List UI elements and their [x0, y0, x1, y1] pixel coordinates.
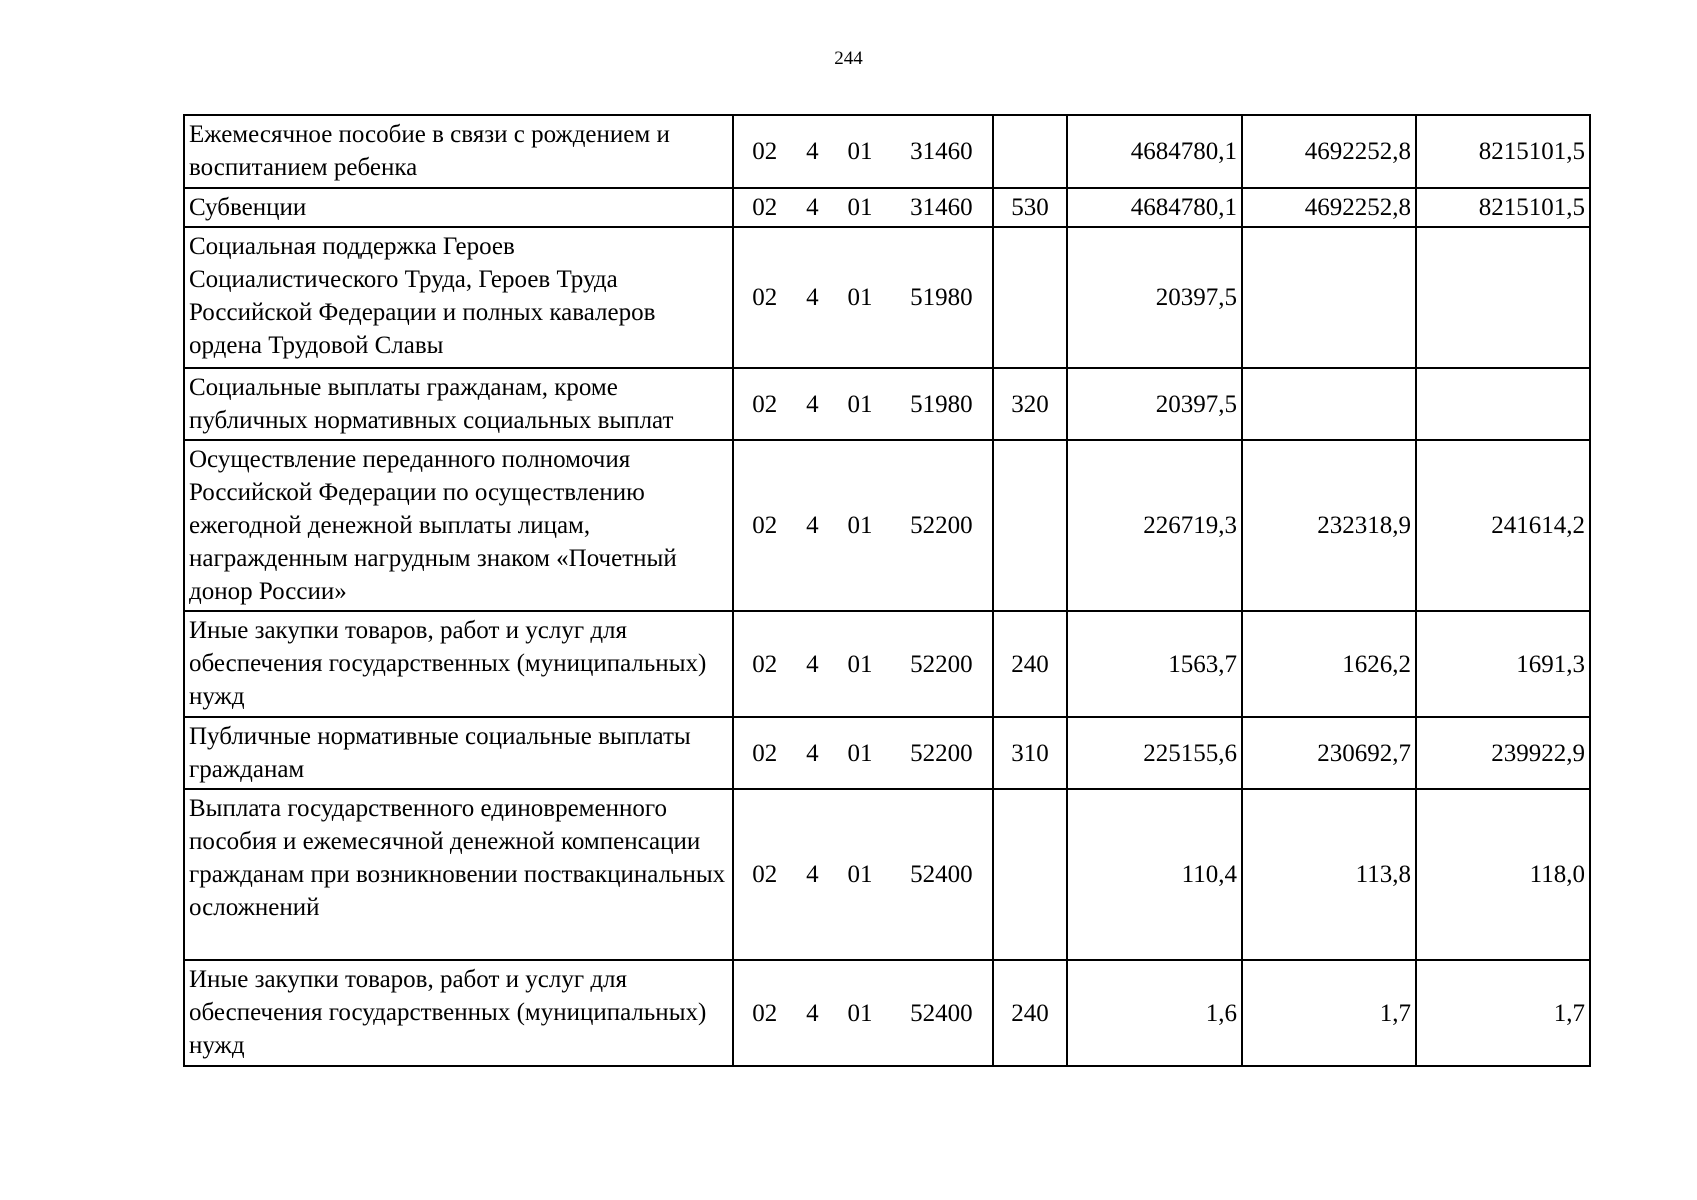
row-name: Публичные нормативные социальные выплаты гражданам	[184, 717, 733, 789]
amount-year-2: 113,8	[1242, 789, 1416, 960]
amount-year-2: 1626,2	[1242, 611, 1416, 717]
gp-code: 02	[752, 650, 778, 678]
gp-code: 02	[752, 390, 778, 418]
program-code	[733, 717, 993, 789]
row-name: Осуществление переданного полномочия Российской Федерации по осуществлению ежегодной денежной выплаты лицам, награжденным нагрудным знаком «Почетный донор России»	[184, 440, 733, 611]
om-code: 01	[847, 138, 873, 165]
amount-year-1: 225155,6	[1067, 717, 1242, 789]
direction-code: 52200	[910, 739, 973, 767]
pp-code: 4	[806, 650, 819, 678]
gp-code: 02	[752, 512, 778, 539]
table-row	[184, 960, 1590, 1066]
pp-code: 4	[806, 512, 819, 539]
pp-code: 4	[806, 999, 819, 1027]
amount-year-3: 8215101,5	[1416, 188, 1590, 227]
om-code: 01	[847, 999, 873, 1027]
direction-code: 31460	[910, 194, 973, 221]
amount-year-2	[1242, 227, 1416, 368]
row-name: Выплата государственного единовременного пособия и ежемесячной денежной компенсации гражданам при возникновении поствакцинальных осложнений	[184, 789, 733, 960]
direction-code: 51980	[910, 284, 973, 311]
om-code: 01	[847, 284, 873, 311]
om-code: 01	[847, 194, 873, 221]
amount-year-1: 1563,7	[1067, 611, 1242, 717]
direction-code: 51980	[910, 390, 973, 418]
amount-year-1: 20397,5	[1067, 227, 1242, 368]
om-code: 01	[847, 390, 873, 418]
amount-year-1: 110,4	[1067, 789, 1242, 960]
program-code	[733, 960, 993, 1066]
table-row	[184, 115, 1590, 188]
pp-code: 4	[806, 390, 819, 418]
amount-year-3: 8215101,5	[1416, 115, 1590, 188]
gp-code: 02	[752, 138, 778, 165]
expense-type-code: 240	[993, 611, 1067, 717]
amount-year-2: 4692252,8	[1242, 115, 1416, 188]
expense-type-code: 320	[993, 368, 1067, 440]
table-row	[184, 368, 1590, 440]
row-name: Социальная поддержка Героев Социалистического Труда, Героев Труда Российской Федерации и полных кавалеров ордена Трудовой Славы	[184, 227, 733, 368]
program-code	[733, 227, 993, 368]
amount-year-2: 230692,7	[1242, 717, 1416, 789]
amount-year-2: 232318,9	[1242, 440, 1416, 611]
amount-year-2: 1,7	[1242, 960, 1416, 1066]
amount-year-3: 118,0	[1416, 789, 1590, 960]
program-code	[733, 440, 993, 611]
om-code: 01	[847, 650, 873, 678]
program-code	[733, 611, 993, 717]
amount-year-2: 4692252,8	[1242, 188, 1416, 227]
program-code	[733, 115, 993, 188]
page-number: 244	[834, 48, 863, 69]
direction-code: 52400	[910, 861, 973, 888]
expense-type-code: 310	[993, 717, 1067, 789]
pp-code: 4	[806, 861, 819, 888]
table-row	[184, 227, 1590, 368]
om-code: 01	[847, 861, 873, 888]
pp-code: 4	[806, 739, 819, 767]
program-code	[733, 368, 993, 440]
budget-table	[183, 114, 1591, 1067]
table-row	[184, 188, 1590, 227]
pp-code: 4	[806, 138, 819, 165]
gp-code: 02	[752, 739, 778, 767]
amount-year-1: 4684780,1	[1067, 115, 1242, 188]
direction-code: 31460	[910, 138, 973, 165]
amount-year-3	[1416, 368, 1590, 440]
row-name: Иные закупки товаров, работ и услуг для обеспечения государственных (муниципальных) нужд	[184, 611, 733, 717]
gp-code: 02	[752, 194, 778, 221]
expense-type-code	[993, 227, 1067, 368]
pp-code: 4	[806, 284, 819, 311]
amount-year-3: 241614,2	[1416, 440, 1590, 611]
expense-type-code: 530	[993, 188, 1067, 227]
gp-code: 02	[752, 284, 778, 311]
amount-year-1: 226719,3	[1067, 440, 1242, 611]
direction-code: 52200	[910, 512, 973, 539]
program-code	[733, 789, 993, 960]
gp-code: 02	[752, 861, 778, 888]
amount-year-1: 4684780,1	[1067, 188, 1242, 227]
table-row	[184, 789, 1590, 960]
om-code: 01	[847, 512, 873, 539]
expense-type-code	[993, 440, 1067, 611]
amount-year-3	[1416, 227, 1590, 368]
amount-year-1: 1,6	[1067, 960, 1242, 1066]
table-row	[184, 717, 1590, 789]
amount-year-2	[1242, 368, 1416, 440]
amount-year-3: 1691,3	[1416, 611, 1590, 717]
program-code	[733, 188, 993, 227]
row-name: Ежемесячное пособие в связи с рождением и воспитанием ребенка	[184, 115, 733, 188]
gp-code: 02	[752, 999, 778, 1027]
amount-year-3: 1,7	[1416, 960, 1590, 1066]
expense-type-code	[993, 115, 1067, 188]
amount-year-1: 20397,5	[1067, 368, 1242, 440]
direction-code: 52400	[910, 999, 973, 1027]
row-name: Субвенции	[184, 188, 733, 227]
row-name: Социальные выплаты гражданам, кроме публичных нормативных социальных выплат	[184, 368, 733, 440]
expense-type-code	[993, 789, 1067, 960]
expense-type-code: 240	[993, 960, 1067, 1066]
table-row	[184, 611, 1590, 717]
om-code: 01	[847, 739, 873, 767]
direction-code: 52200	[910, 650, 973, 678]
pp-code: 4	[806, 194, 819, 221]
table-row	[184, 440, 1590, 611]
row-name: Иные закупки товаров, работ и услуг для обеспечения государственных (муниципальных) нужд	[184, 960, 733, 1066]
amount-year-3: 239922,9	[1416, 717, 1590, 789]
